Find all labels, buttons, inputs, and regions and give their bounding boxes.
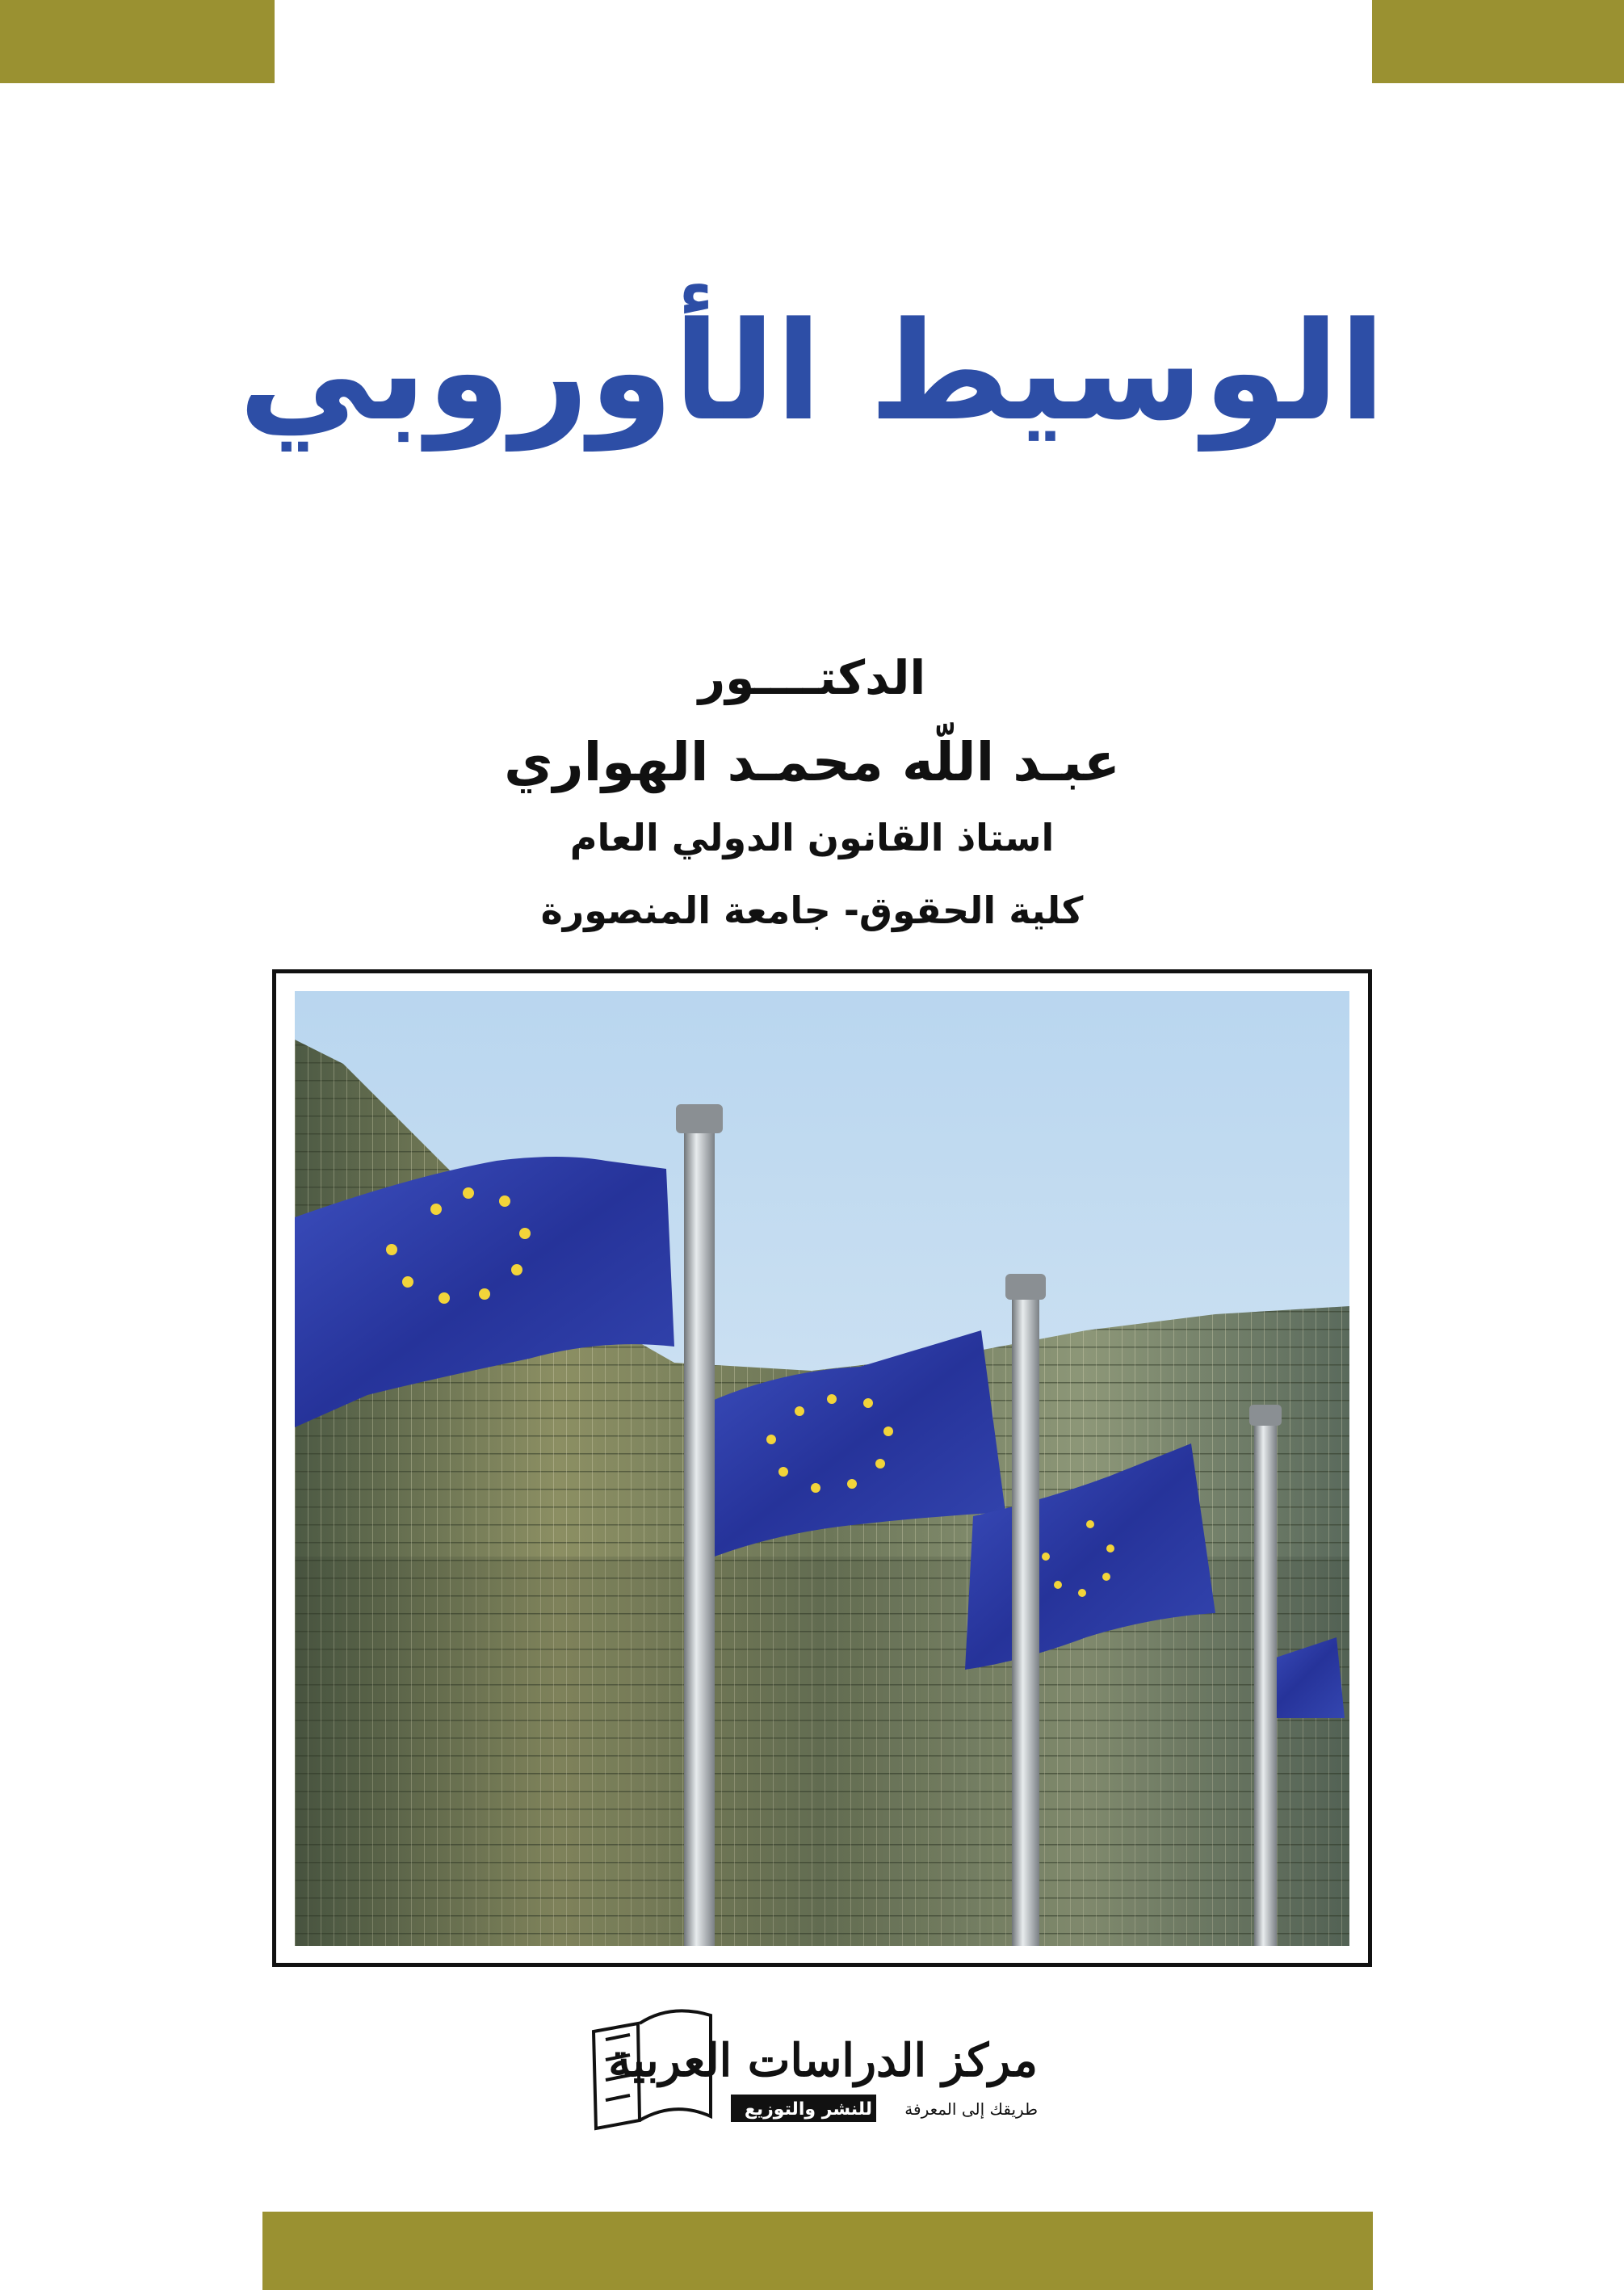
- cover-photo-frame: [272, 969, 1372, 1967]
- top-right-accent-bar: [1372, 0, 1624, 83]
- publisher-subtitle: للنشر والتوزيع: [744, 2099, 872, 2120]
- bottom-accent-bar: [262, 2212, 1373, 2290]
- book-title: الوسيط الأوروبي: [238, 292, 1386, 451]
- publisher-logo: [590, 1999, 1042, 2141]
- eu-flags-photo: [295, 991, 1349, 1946]
- author-name: عبـد اللّه محمـد الهواري: [504, 731, 1120, 793]
- publisher-name: مركز الدراسات العربية: [608, 2034, 1038, 2087]
- publisher-slogan: طريقك إلى المعرفة: [904, 2099, 1038, 2119]
- top-left-accent-bar: [0, 0, 275, 83]
- author-faculty: كلية الحقوق- جامعة المنصورة: [540, 889, 1084, 932]
- author-position: استاذ القانون الدولي العام: [569, 816, 1055, 859]
- doctor-label: الدكتــــور: [698, 650, 926, 705]
